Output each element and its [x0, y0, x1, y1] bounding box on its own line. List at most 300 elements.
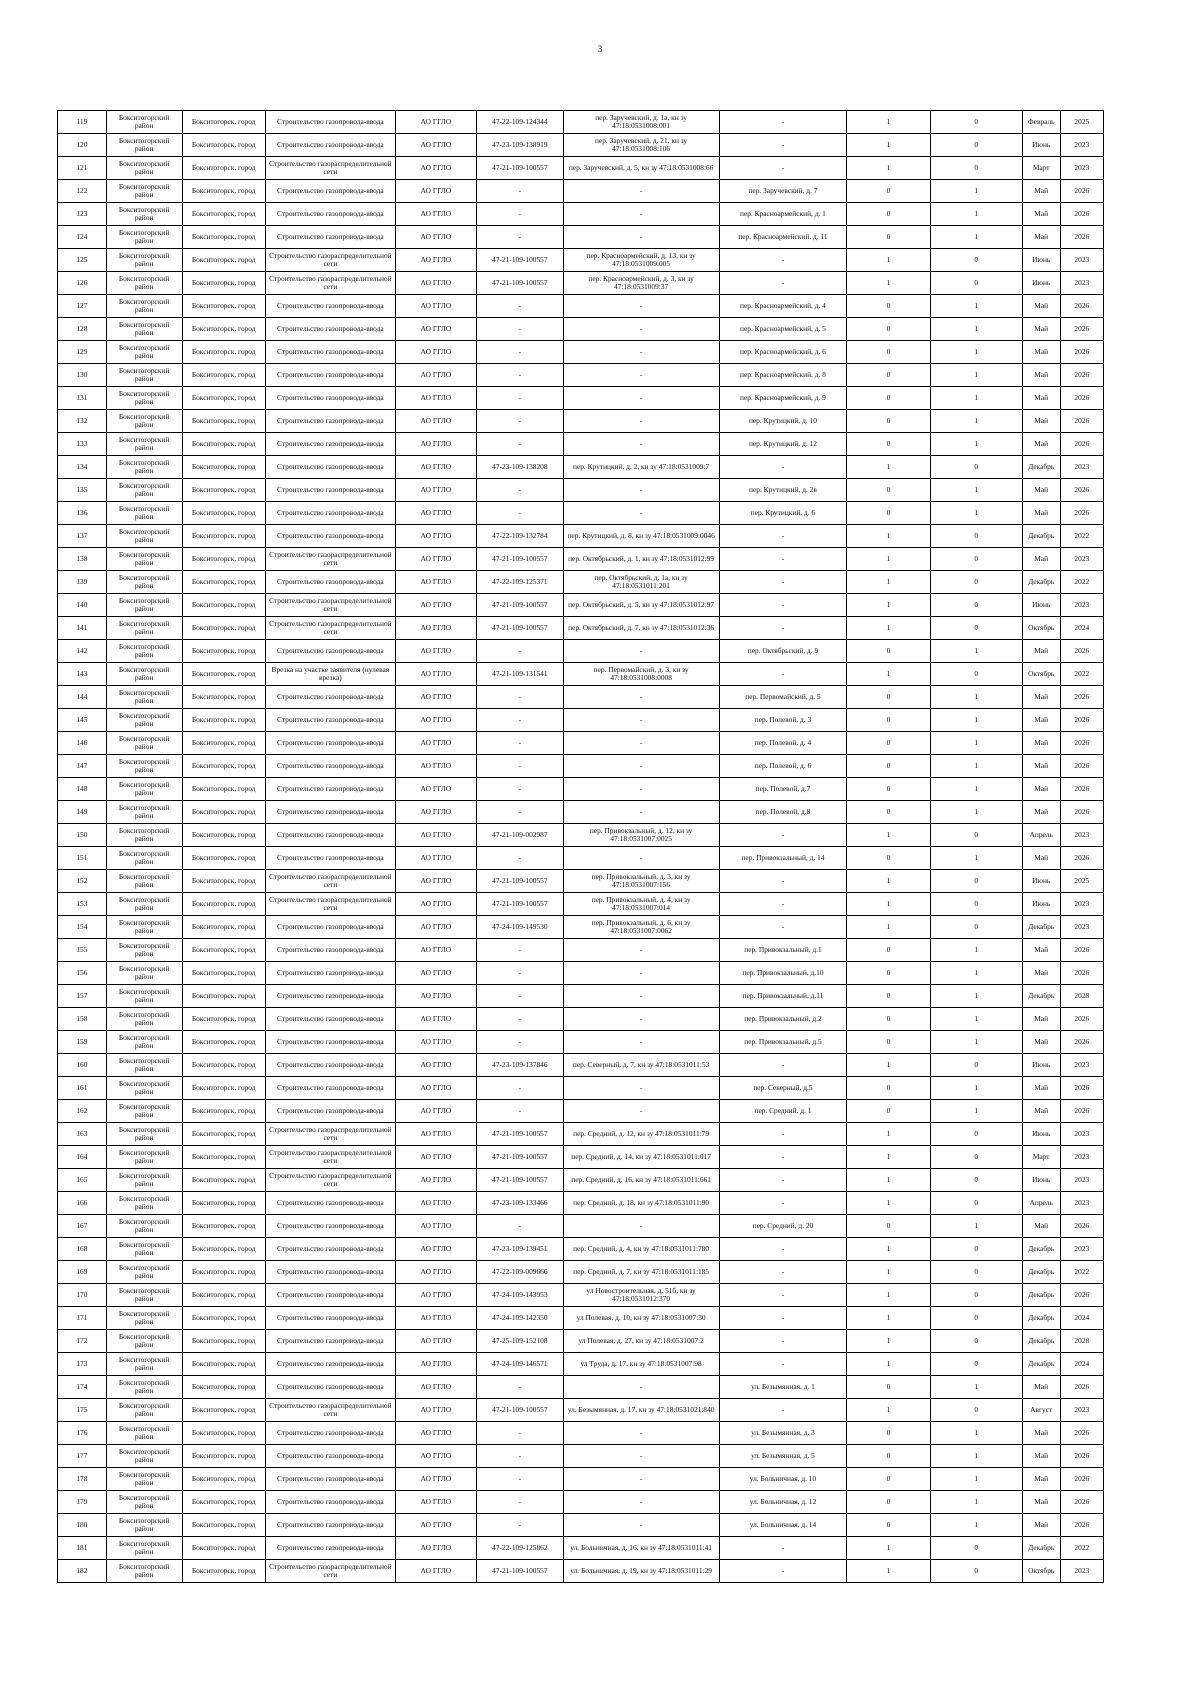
cell-count-a: 0	[847, 433, 930, 456]
cell-tu-number: -	[477, 1491, 564, 1514]
cell-organization: АО ГГЛО	[395, 1100, 476, 1123]
cell-tu-number: 47-21-109-100557	[477, 594, 564, 617]
cell-month: Май	[1022, 1491, 1060, 1514]
cell-count-b: 0	[930, 1123, 1022, 1146]
cell-work-type: Строительство газопровода-ввода	[265, 732, 395, 755]
cell-count-a: 1	[847, 1353, 930, 1376]
cell-work-type: Строительство газопровода-ввода	[265, 479, 395, 502]
cell-address: пер. Красноармейский, д. 1	[719, 203, 847, 226]
cell-month: Май	[1022, 755, 1060, 778]
cell-count-b: 1	[930, 318, 1022, 341]
table-row	[58, 847, 1104, 870]
cell-settlement: Бокситогорск, город	[182, 364, 265, 387]
table-row	[58, 1192, 1104, 1215]
cell-month: Декабрь	[1022, 1353, 1060, 1376]
cell-count-a: 1	[847, 1399, 930, 1422]
cell-month: Июнь	[1022, 1169, 1060, 1192]
cell-count-a: 1	[847, 1261, 930, 1284]
cell-organization: АО ГГЛО	[395, 617, 476, 640]
cell-settlement: Бокситогорск, город	[182, 801, 265, 824]
cell-count-b: 0	[930, 824, 1022, 847]
cell-count-b: 1	[930, 1445, 1022, 1468]
cell-district: Бокситогорский район	[106, 1008, 182, 1031]
cell-count-b: 1	[930, 1468, 1022, 1491]
cell-district: Бокситогорский район	[106, 594, 182, 617]
cell-settlement: Бокситогорск, город	[182, 640, 265, 663]
cell-count-b: 1	[930, 479, 1022, 502]
cell-address: пер. Привокзальный, д.2	[719, 1008, 847, 1031]
cell-year: 2026	[1060, 755, 1103, 778]
cell-count-a: 1	[847, 870, 930, 893]
cell-year: 2026	[1060, 502, 1103, 525]
cell-organization: АО ГГЛО	[395, 1560, 476, 1583]
cell-work-type: Строительство газораспределительной сети	[265, 617, 395, 640]
cell-organization: АО ГГЛО	[395, 801, 476, 824]
cell-address: пер. Крутицкий, д. 2в	[719, 479, 847, 502]
cell-settlement: Бокситогорск, город	[182, 502, 265, 525]
cell-work-type: Строительство газопровода-ввода	[265, 847, 395, 870]
cell-year: 2026	[1060, 1077, 1103, 1100]
cell-count-a: 0	[847, 755, 930, 778]
cell-year: 2023	[1060, 594, 1103, 617]
cell-month: Июнь	[1022, 893, 1060, 916]
cell-count-a: 1	[847, 157, 930, 180]
table-row	[58, 180, 1104, 203]
cell-tu-number: -	[477, 1376, 564, 1399]
cell-organization: АО ГГЛО	[395, 1031, 476, 1054]
cell-year: 2022	[1060, 525, 1103, 548]
cell-address-cadastral: ул. Больничная, д. 16, кн зу 47:18:0531011:41	[563, 1537, 719, 1560]
cell-work-type: Строительство газопровода-ввода	[265, 1307, 395, 1330]
cell-count-b: 0	[930, 1192, 1022, 1215]
cell-work-type: Строительство газопровода-ввода	[265, 1445, 395, 1468]
cell-organization: АО ГГЛО	[395, 387, 476, 410]
cell-settlement: Бокситогорск, город	[182, 318, 265, 341]
cell-count-b: 0	[930, 571, 1022, 594]
cell-tu-number: 47-22-109-132784	[477, 525, 564, 548]
cell-district: Бокситогорский район	[106, 1560, 182, 1583]
cell-month: Июнь	[1022, 1123, 1060, 1146]
table-row	[58, 686, 1104, 709]
cell-count-a: 1	[847, 1169, 930, 1192]
cell-year: 2026	[1060, 1468, 1103, 1491]
cell-count-b: 1	[930, 387, 1022, 410]
cell-settlement: Бокситогорск, город	[182, 272, 265, 295]
cell-district: Бокситогорский район	[106, 1468, 182, 1491]
cell-address-cadastral: ул. Больничная, д. 19, кн зу 47:18:0531011:29	[563, 1560, 719, 1583]
cell-settlement: Бокситогорск, город	[182, 1560, 265, 1583]
table-row	[58, 249, 1104, 272]
cell-no: 176	[58, 1422, 107, 1445]
cell-year: 2022	[1060, 1537, 1103, 1560]
cell-year: 2026	[1060, 1100, 1103, 1123]
cell-year: 2023	[1060, 893, 1103, 916]
cell-no: 129	[58, 341, 107, 364]
cell-address: -	[719, 1353, 847, 1376]
cell-count-b: 0	[930, 134, 1022, 157]
cell-year: 2026	[1060, 1031, 1103, 1054]
table-row	[58, 1261, 1104, 1284]
table-row	[58, 203, 1104, 226]
cell-district: Бокситогорский район	[106, 939, 182, 962]
cell-count-a: 0	[847, 364, 930, 387]
cell-count-a: 1	[847, 1192, 930, 1215]
cell-tu-number: 47-21-109-100557	[477, 893, 564, 916]
cell-count-a: 1	[847, 1537, 930, 1560]
cell-no: 133	[58, 433, 107, 456]
cell-no: 148	[58, 778, 107, 801]
cell-month: Май	[1022, 502, 1060, 525]
cell-work-type: Строительство газопровода-ввода	[265, 778, 395, 801]
cell-count-a: 0	[847, 295, 930, 318]
cell-work-type: Строительство газораспределительной сети	[265, 1399, 395, 1422]
cell-work-type: Строительство газопровода-ввода	[265, 916, 395, 939]
cell-address: -	[719, 1307, 847, 1330]
cell-address-cadastral: -	[563, 686, 719, 709]
cell-work-type: Строительство газопровода-ввода	[265, 709, 395, 732]
cell-organization: АО ГГЛО	[395, 916, 476, 939]
cell-month: Июнь	[1022, 594, 1060, 617]
cell-address: ул. Больничная, д. 10	[719, 1468, 847, 1491]
cell-month: Май	[1022, 709, 1060, 732]
cell-no: 153	[58, 893, 107, 916]
cell-work-type: Строительство газораспределительной сети	[265, 893, 395, 916]
cell-work-type: Строительство газопровода-ввода	[265, 410, 395, 433]
cell-work-type: Строительство газопровода-ввода	[265, 525, 395, 548]
cell-no: 161	[58, 1077, 107, 1100]
table-row	[58, 985, 1104, 1008]
cell-count-a: 0	[847, 1514, 930, 1537]
cell-district: Бокситогорский район	[106, 1537, 182, 1560]
cell-tu-number: 47-24-109-149530	[477, 916, 564, 939]
cell-organization: АО ГГЛО	[395, 1468, 476, 1491]
cell-tu-number: 47-21-109-100557	[477, 870, 564, 893]
cell-month: Май	[1022, 1100, 1060, 1123]
cell-address-cadastral: -	[563, 939, 719, 962]
cell-no: 156	[58, 962, 107, 985]
cell-address-cadastral: пер. Красноармейский, д. 13, кн зу 47:18:0531009:005	[563, 249, 719, 272]
cell-tu-number: -	[477, 295, 564, 318]
cell-year: 2026	[1060, 962, 1103, 985]
table-row	[58, 1215, 1104, 1238]
cell-address-cadastral: -	[563, 502, 719, 525]
cell-address: -	[719, 272, 847, 295]
cell-tu-number: -	[477, 640, 564, 663]
cell-year: 2026	[1060, 686, 1103, 709]
table-row	[58, 1169, 1104, 1192]
cell-year: 2022	[1060, 1261, 1103, 1284]
cell-organization: АО ГГЛО	[395, 962, 476, 985]
cell-work-type: Строительство газопровода-ввода	[265, 801, 395, 824]
cell-no: 169	[58, 1261, 107, 1284]
table-row	[58, 1445, 1104, 1468]
cell-work-type: Строительство газопровода-ввода	[265, 1422, 395, 1445]
table-row	[58, 341, 1104, 364]
cell-settlement: Бокситогорск, город	[182, 1031, 265, 1054]
cell-address-cadastral: -	[563, 1514, 719, 1537]
cell-address: -	[719, 1146, 847, 1169]
cell-work-type: Строительство газопровода-ввода	[265, 755, 395, 778]
cell-district: Бокситогорский район	[106, 341, 182, 364]
cell-year: 2026	[1060, 226, 1103, 249]
cell-month: Май	[1022, 1422, 1060, 1445]
cell-count-a: 1	[847, 456, 930, 479]
cell-address-cadastral: -	[563, 755, 719, 778]
cell-organization: АО ГГЛО	[395, 1376, 476, 1399]
table-row	[58, 893, 1104, 916]
cell-no: 164	[58, 1146, 107, 1169]
table-row	[58, 1514, 1104, 1537]
table-row	[58, 111, 1104, 134]
cell-address-cadastral: -	[563, 1376, 719, 1399]
cell-settlement: Бокситогорск, город	[182, 134, 265, 157]
cell-organization: АО ГГЛО	[395, 1537, 476, 1560]
cell-address: пер. Полевой, д.7	[719, 778, 847, 801]
cell-settlement: Бокситогорск, город	[182, 295, 265, 318]
cell-address-cadastral: пер. Октябрьский, д. 5, кн зу 47:18:0531012:97	[563, 594, 719, 617]
table-row	[58, 1077, 1104, 1100]
cell-address: пер. Привокзальный, д.1	[719, 939, 847, 962]
cell-organization: АО ГГЛО	[395, 1215, 476, 1238]
cell-settlement: Бокситогорск, город	[182, 1215, 265, 1238]
cell-address-cadastral: пер. Крутицкий, д. 2, кн зу 47:18:0531009:7	[563, 456, 719, 479]
cell-address-cadastral: -	[563, 203, 719, 226]
cell-work-type: Строительство газопровода-ввода	[265, 1330, 395, 1353]
cell-address-cadastral: -	[563, 295, 719, 318]
cell-no: 146	[58, 732, 107, 755]
cell-settlement: Бокситогорск, город	[182, 778, 265, 801]
cell-organization: АО ГГЛО	[395, 180, 476, 203]
cell-organization: АО ГГЛО	[395, 709, 476, 732]
cell-district: Бокситогорский район	[106, 1445, 182, 1468]
cell-month: Май	[1022, 341, 1060, 364]
cell-tu-number: -	[477, 226, 564, 249]
cell-count-a: 1	[847, 1054, 930, 1077]
cell-work-type: Строительство газораспределительной сети	[265, 548, 395, 571]
cell-work-type: Строительство газопровода-ввода	[265, 111, 395, 134]
cell-count-b: 1	[930, 801, 1022, 824]
cell-address-cadastral: -	[563, 410, 719, 433]
cell-no: 124	[58, 226, 107, 249]
cell-year: 2026	[1060, 1215, 1103, 1238]
cell-address: -	[719, 548, 847, 571]
cell-month: Май	[1022, 433, 1060, 456]
cell-district: Бокситогорский район	[106, 1422, 182, 1445]
cell-tu-number: 47-21-109-100557	[477, 1123, 564, 1146]
table-row	[58, 502, 1104, 525]
cell-year: 2026	[1060, 709, 1103, 732]
cell-no: 142	[58, 640, 107, 663]
cell-organization: АО ГГЛО	[395, 525, 476, 548]
cell-count-b: 1	[930, 1491, 1022, 1514]
cell-no: 144	[58, 686, 107, 709]
cell-count-a: 0	[847, 387, 930, 410]
cell-no: 143	[58, 663, 107, 686]
table-row	[58, 824, 1104, 847]
cell-district: Бокситогорский район	[106, 640, 182, 663]
cell-organization: АО ГГЛО	[395, 594, 476, 617]
cell-year: 2023	[1060, 1146, 1103, 1169]
cell-address: -	[719, 1261, 847, 1284]
cell-no: 140	[58, 594, 107, 617]
cell-count-b: 0	[930, 1054, 1022, 1077]
cell-year: 2026	[1060, 1376, 1103, 1399]
cell-district: Бокситогорский район	[106, 1077, 182, 1100]
cell-no: 160	[58, 1054, 107, 1077]
cell-count-a: 0	[847, 1215, 930, 1238]
cell-count-a: 0	[847, 801, 930, 824]
cell-organization: АО ГГЛО	[395, 1422, 476, 1445]
cell-settlement: Бокситогорск, город	[182, 479, 265, 502]
table-row	[58, 939, 1104, 962]
cell-organization: АО ГГЛО	[395, 686, 476, 709]
cell-count-b: 0	[930, 1560, 1022, 1583]
table-row	[58, 755, 1104, 778]
cell-organization: АО ГГЛО	[395, 272, 476, 295]
cell-count-b: 1	[930, 1514, 1022, 1537]
table-row	[58, 295, 1104, 318]
cell-count-b: 0	[930, 1399, 1022, 1422]
cell-count-b: 0	[930, 663, 1022, 686]
cell-district: Бокситогорский район	[106, 1238, 182, 1261]
cell-month: Апрель	[1022, 1192, 1060, 1215]
cell-district: Бокситогорский район	[106, 1353, 182, 1376]
table-row	[58, 1399, 1104, 1422]
cell-month: Июнь	[1022, 134, 1060, 157]
cell-work-type: Строительство газопровода-ввода	[265, 318, 395, 341]
cell-count-b: 1	[930, 778, 1022, 801]
cell-organization: АО ГГЛО	[395, 502, 476, 525]
cell-address: пер. Первомайский, д. 5	[719, 686, 847, 709]
cell-address-cadastral: -	[563, 387, 719, 410]
cell-settlement: Бокситогорск, город	[182, 847, 265, 870]
cell-address-cadastral: пер. Первомайский, д. 3, кн зу 47:18:0531008:0008	[563, 663, 719, 686]
cell-organization: АО ГГЛО	[395, 479, 476, 502]
cell-count-a: 0	[847, 479, 930, 502]
cell-year: 2023	[1060, 1399, 1103, 1422]
cell-no: 181	[58, 1537, 107, 1560]
cell-year: 2028	[1060, 985, 1103, 1008]
cell-month: Май	[1022, 203, 1060, 226]
cell-organization: АО ГГЛО	[395, 1077, 476, 1100]
cell-month: Май	[1022, 962, 1060, 985]
cell-settlement: Бокситогорск, город	[182, 962, 265, 985]
cell-district: Бокситогорский район	[106, 824, 182, 847]
cell-month: Декабрь	[1022, 1307, 1060, 1330]
cell-month: Май	[1022, 1031, 1060, 1054]
cell-count-a: 1	[847, 548, 930, 571]
cell-year: 2026	[1060, 410, 1103, 433]
cell-address: -	[719, 1399, 847, 1422]
cell-month: Июнь	[1022, 870, 1060, 893]
cell-no: 177	[58, 1445, 107, 1468]
cell-month: Май	[1022, 778, 1060, 801]
cell-organization: АО ГГЛО	[395, 1445, 476, 1468]
cell-address: пер. Красноармейский, д. 8	[719, 364, 847, 387]
cell-organization: АО ГГЛО	[395, 1238, 476, 1261]
cell-district: Бокситогорский район	[106, 1169, 182, 1192]
cell-year: 2023	[1060, 916, 1103, 939]
cell-count-a: 0	[847, 1031, 930, 1054]
cell-address: -	[719, 249, 847, 272]
cell-count-a: 0	[847, 732, 930, 755]
cell-settlement: Бокситогорск, город	[182, 433, 265, 456]
cell-address-cadastral: пер. Средний, д. 12, кн зу 47:18:0531011:79	[563, 1123, 719, 1146]
cell-address: -	[719, 1238, 847, 1261]
cell-address-cadastral: пер. Заручевский, д. 5, кн зу 47:18:0531008:66	[563, 157, 719, 180]
table-row	[58, 778, 1104, 801]
cell-count-b: 1	[930, 1008, 1022, 1031]
cell-count-a: 1	[847, 249, 930, 272]
cell-organization: АО ГГЛО	[395, 456, 476, 479]
cell-district: Бокситогорский район	[106, 203, 182, 226]
cell-organization: АО ГГЛО	[395, 640, 476, 663]
cell-no: 165	[58, 1169, 107, 1192]
cell-work-type: Строительство газопровода-ввода	[265, 226, 395, 249]
cell-address: -	[719, 157, 847, 180]
cell-organization: АО ГГЛО	[395, 1399, 476, 1422]
cell-month: Июнь	[1022, 1054, 1060, 1077]
cell-organization: АО ГГЛО	[395, 249, 476, 272]
cell-address: -	[719, 1054, 847, 1077]
cell-tu-number: 47-23-109-139451	[477, 1238, 564, 1261]
cell-organization: АО ГГЛО	[395, 778, 476, 801]
cell-address-cadastral: ул. Безымянная, д. 17, кн зу 47:18:0531021:840	[563, 1399, 719, 1422]
cell-count-b: 1	[930, 1376, 1022, 1399]
cell-tu-number: -	[477, 1031, 564, 1054]
cell-settlement: Бокситогорск, город	[182, 1514, 265, 1537]
cell-district: Бокситогорский район	[106, 1100, 182, 1123]
cell-work-type: Строительство газораспределительной сети	[265, 870, 395, 893]
cell-no: 174	[58, 1376, 107, 1399]
table-row	[58, 732, 1104, 755]
cell-settlement: Бокситогорск, город	[182, 1445, 265, 1468]
cell-year: 2025	[1060, 111, 1103, 134]
cell-work-type: Строительство газопровода-ввода	[265, 1353, 395, 1376]
cell-district: Бокситогорский район	[106, 249, 182, 272]
cell-organization: АО ГГЛО	[395, 433, 476, 456]
cell-address-cadastral: пер. Октябрьский, д. 1, кн зу 47:18:0531012:99	[563, 548, 719, 571]
cell-count-b: 0	[930, 893, 1022, 916]
cell-tu-number: 47-24-109-143953	[477, 1284, 564, 1307]
cell-address: пер. Полевой, д. 3	[719, 709, 847, 732]
cell-month: Март	[1022, 157, 1060, 180]
cell-year: 2026	[1060, 1445, 1103, 1468]
cell-settlement: Бокситогорск, город	[182, 617, 265, 640]
cell-year: 2026	[1060, 640, 1103, 663]
cell-count-a: 0	[847, 1445, 930, 1468]
cell-settlement: Бокситогорск, город	[182, 1123, 265, 1146]
cell-count-a: 0	[847, 962, 930, 985]
cell-month: Май	[1022, 1468, 1060, 1491]
table-row	[58, 1468, 1104, 1491]
table-row	[58, 410, 1104, 433]
cell-no: 139	[58, 571, 107, 594]
table-row	[58, 1537, 1104, 1560]
cell-address-cadastral: ул Новостроительная, д. 51б, кн зу 47:18:0531012:370	[563, 1284, 719, 1307]
cell-year: 2025	[1060, 870, 1103, 893]
cell-count-b: 0	[930, 548, 1022, 571]
cell-organization: АО ГГЛО	[395, 341, 476, 364]
cell-month: Май	[1022, 732, 1060, 755]
cell-count-a: 0	[847, 502, 930, 525]
table-row	[58, 456, 1104, 479]
cell-organization: АО ГГЛО	[395, 1261, 476, 1284]
cell-district: Бокситогорский район	[106, 847, 182, 870]
cell-address: -	[719, 571, 847, 594]
cell-work-type: Строительство газопровода-ввода	[265, 203, 395, 226]
cell-settlement: Бокситогорск, город	[182, 1353, 265, 1376]
